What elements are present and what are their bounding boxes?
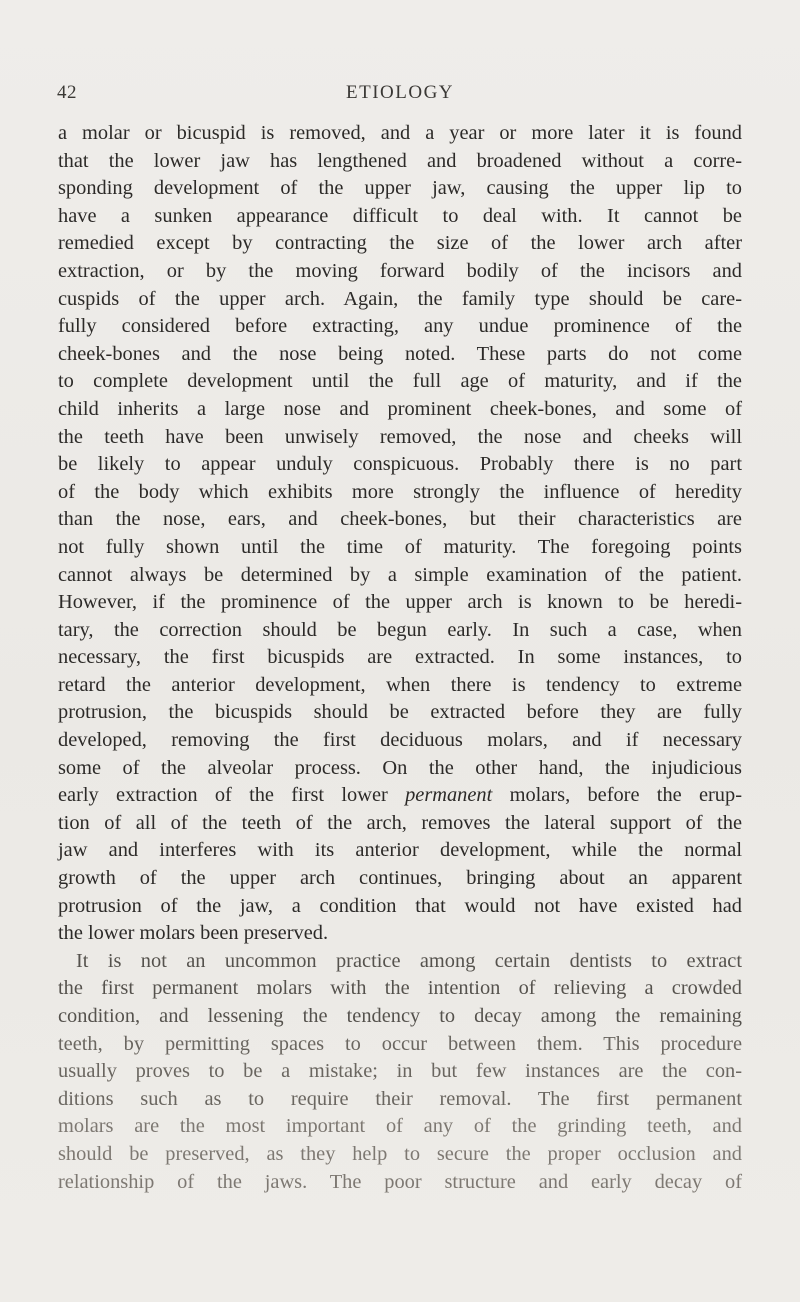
text-line: teeth, by permitting spaces to occur between them. This procedure	[58, 1032, 742, 1055]
text-line: of the body which exhibits more strongly the influence of heredity	[58, 480, 742, 503]
italic-emphasis: permanent	[405, 784, 493, 807]
text-line: sponding development of the upper jaw, causing the upper lip to	[58, 177, 742, 200]
text-line: the lower molars been preserved.	[58, 922, 329, 945]
text-line: necessary, the first bicuspids are extracted. In some instances, to	[58, 646, 742, 669]
text-line: a molar or bicuspid is removed, and a year or more later it is found	[58, 122, 742, 144]
text-line: tion of all of the teeth of the arch, removes the lateral support of the	[58, 811, 742, 834]
text-line: the teeth have been unwisely removed, the nose and cheeks will	[58, 425, 742, 448]
text-line: usually proves to be a mistake; in but few instances are the con-	[58, 1060, 742, 1083]
running-title: ETIOLOGY	[345, 82, 455, 103]
text-line: tary, the correction should be begun early. In such a case, when	[58, 618, 742, 641]
text-line: remedied except by contracting the size of the lower arch after	[58, 232, 742, 255]
page-header	[0, 82, 800, 112]
text-line: that the lower jaw has lengthened and broadened without a corre-	[58, 149, 742, 172]
text-line: not fully shown until the time of maturity. The foregoing points	[58, 535, 742, 558]
text-line: be likely to appear unduly conspicuous. Probably there is no part	[58, 453, 742, 476]
text-line: protrusion of the jaw, a condition that would not have existed had	[58, 894, 742, 917]
text-line: cannot always be determined by a simple examination of the patient.	[58, 563, 742, 586]
paragraph-start-line: It is not an uncommon practice among certain dentists to extract	[76, 949, 742, 972]
text-segment: molars, before the erup-	[509, 784, 742, 807]
text-line: than the nose, ears, and cheek-bones, but their characteristics are	[58, 508, 742, 531]
text-line: fully considered before extracting, any undue prominence of the	[58, 315, 742, 338]
text-line: jaw and interferes with its anterior development, while the normal	[58, 839, 742, 862]
text-segment: early extraction of the first lower	[58, 784, 388, 807]
page-number: 42	[57, 82, 77, 103]
text-line: condition, and lessening the tendency to decay among the remaining	[58, 1005, 742, 1027]
text-line: developed, removing the first deciduous molars, and if necessary	[58, 729, 742, 752]
text-line: extraction, or by the moving forward bodily of the incisors and	[58, 259, 742, 282]
text-line: protrusion, the bicuspids should be extracted before they are fully	[58, 701, 742, 724]
text-line: cuspids of the upper arch. Again, the family type should be care-	[58, 287, 742, 310]
text-line: to complete development until the full age of maturity, and if the	[58, 370, 742, 393]
text-line: retard the anterior development, when there is tendency to extreme	[58, 673, 742, 696]
text-line-with-italic	[58, 782, 742, 810]
text-line: relationship of the jaws. The poor structure and early decay of	[58, 1170, 742, 1193]
text-line: some of the alveolar process. On the other hand, the injudicious	[58, 756, 742, 779]
body-text	[58, 120, 742, 1196]
text-line: child inherits a large nose and prominent cheek-bones, and some of	[58, 397, 742, 420]
text-line: have a sunken appearance difficult to deal with. It cannot be	[58, 204, 742, 227]
text-line: growth of the upper arch continues, bringing about an apparent	[58, 867, 742, 890]
text-line: However, if the prominence of the upper arch is known to be heredi-	[58, 591, 742, 614]
text-line: the first permanent molars with the intention of relieving a crowded	[58, 977, 742, 1000]
text-line: ditions such as to require their removal. The first permanent	[58, 1087, 742, 1110]
text-line: should be preserved, as they help to secure the proper occlusion and	[58, 1142, 742, 1165]
text-line: molars are the most important of any of the grinding teeth, and	[58, 1115, 742, 1138]
text-line: cheek-bones and the nose being noted. These parts do not come	[58, 342, 742, 365]
